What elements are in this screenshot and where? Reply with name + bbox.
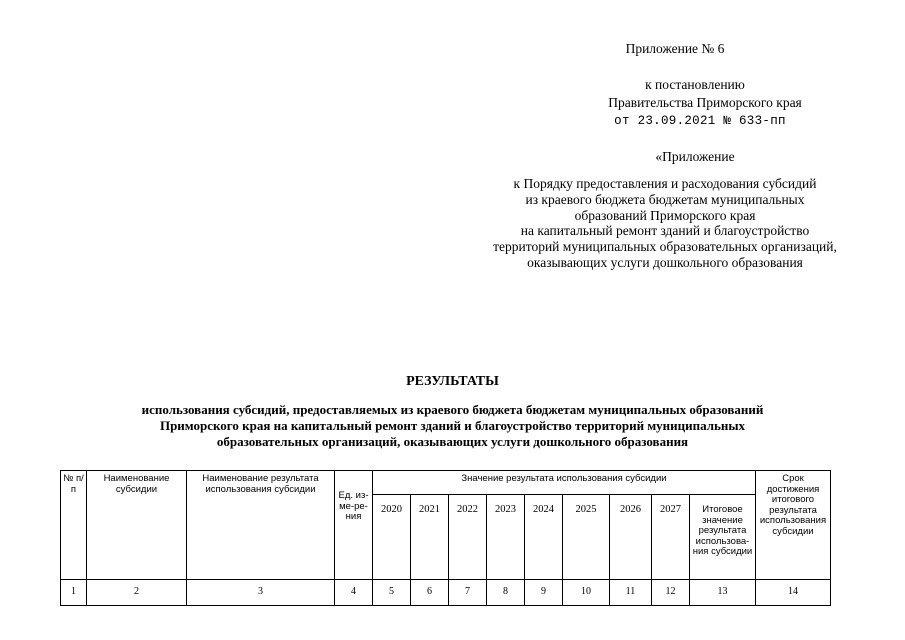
column-number: 1 [61,580,87,606]
table-column-numbers-row [61,580,831,606]
year-cell: 2020 [373,495,411,580]
subtitle-line: образовательных организаций, оказывающих услуги дошкольного образования [216,434,689,449]
year-cell: 2023 [487,495,525,580]
sub-appendix-label: «Приложение [655,149,735,164]
document-subtitle [0,402,905,450]
appendix-date-number: от 23.09.2021 № 633-пп [614,114,786,128]
sub-appendix-text [460,176,870,271]
sub-appendix-line: территорий муниципальных образовательных организаций, [493,239,837,255]
header-total-value: Итоговое значение результата использова-ния субсидии [690,495,756,580]
column-number: 12 [652,580,690,606]
year-cell: 2026 [610,495,652,580]
column-number: 7 [449,580,487,606]
header-values-group: Значение результата использования субсидии [373,471,756,495]
appendix-government: Правительства Приморского края [608,95,802,110]
appendix-label: Приложение № 6 [625,41,725,56]
year-cell: 2024 [525,495,563,580]
sub-appendix-line: из краевого бюджета бюджетам муниципальных [525,191,805,207]
header-unit: Ед. из-ме-ре-ния [335,471,373,580]
column-number: 14 [756,580,831,606]
header-subsidy-name: Наименование субсидии [87,471,187,580]
column-number: 4 [335,580,373,606]
column-number: 11 [610,580,652,606]
subtitle-line: Приморского края на капитальный ремонт зданий и благоустройство территорий муниципальных [159,418,746,433]
column-number: 8 [487,580,525,606]
sub-appendix-line: образований Приморского края [574,207,756,223]
column-number: 10 [563,580,610,606]
document-title: РЕЗУЛЬТАТЫ [406,374,499,389]
header-result-name: Наименование результата использования субсидии [187,471,335,580]
year-cell: 2027 [652,495,690,580]
header-deadline: Срок достижения итогового результата использования субсидии [756,471,831,580]
column-number: 9 [525,580,563,606]
column-number: 5 [373,580,411,606]
table-header-row [61,471,831,495]
year-cell: 2022 [449,495,487,580]
sub-appendix-line: на капитальный ремонт зданий и благоустройство [520,223,810,239]
year-cell: 2021 [411,495,449,580]
results-table [60,470,831,606]
column-number: 13 [690,580,756,606]
sub-appendix-line: к Порядку предоставления и расходования субсидий [513,176,817,191]
sub-appendix-line: оказывающих услуги дошкольного образования [527,254,803,270]
year-cell: 2025 [563,495,610,580]
subtitle-line: использования субсидий, предоставляемых из краевого бюджета бюджетам муниципальных образований [141,402,764,417]
column-number: 6 [411,580,449,606]
column-number: 2 [87,580,187,606]
appendix-to-resolution: к постановлению [645,77,745,92]
header-num: № п/п [61,471,87,580]
column-number: 3 [187,580,335,606]
